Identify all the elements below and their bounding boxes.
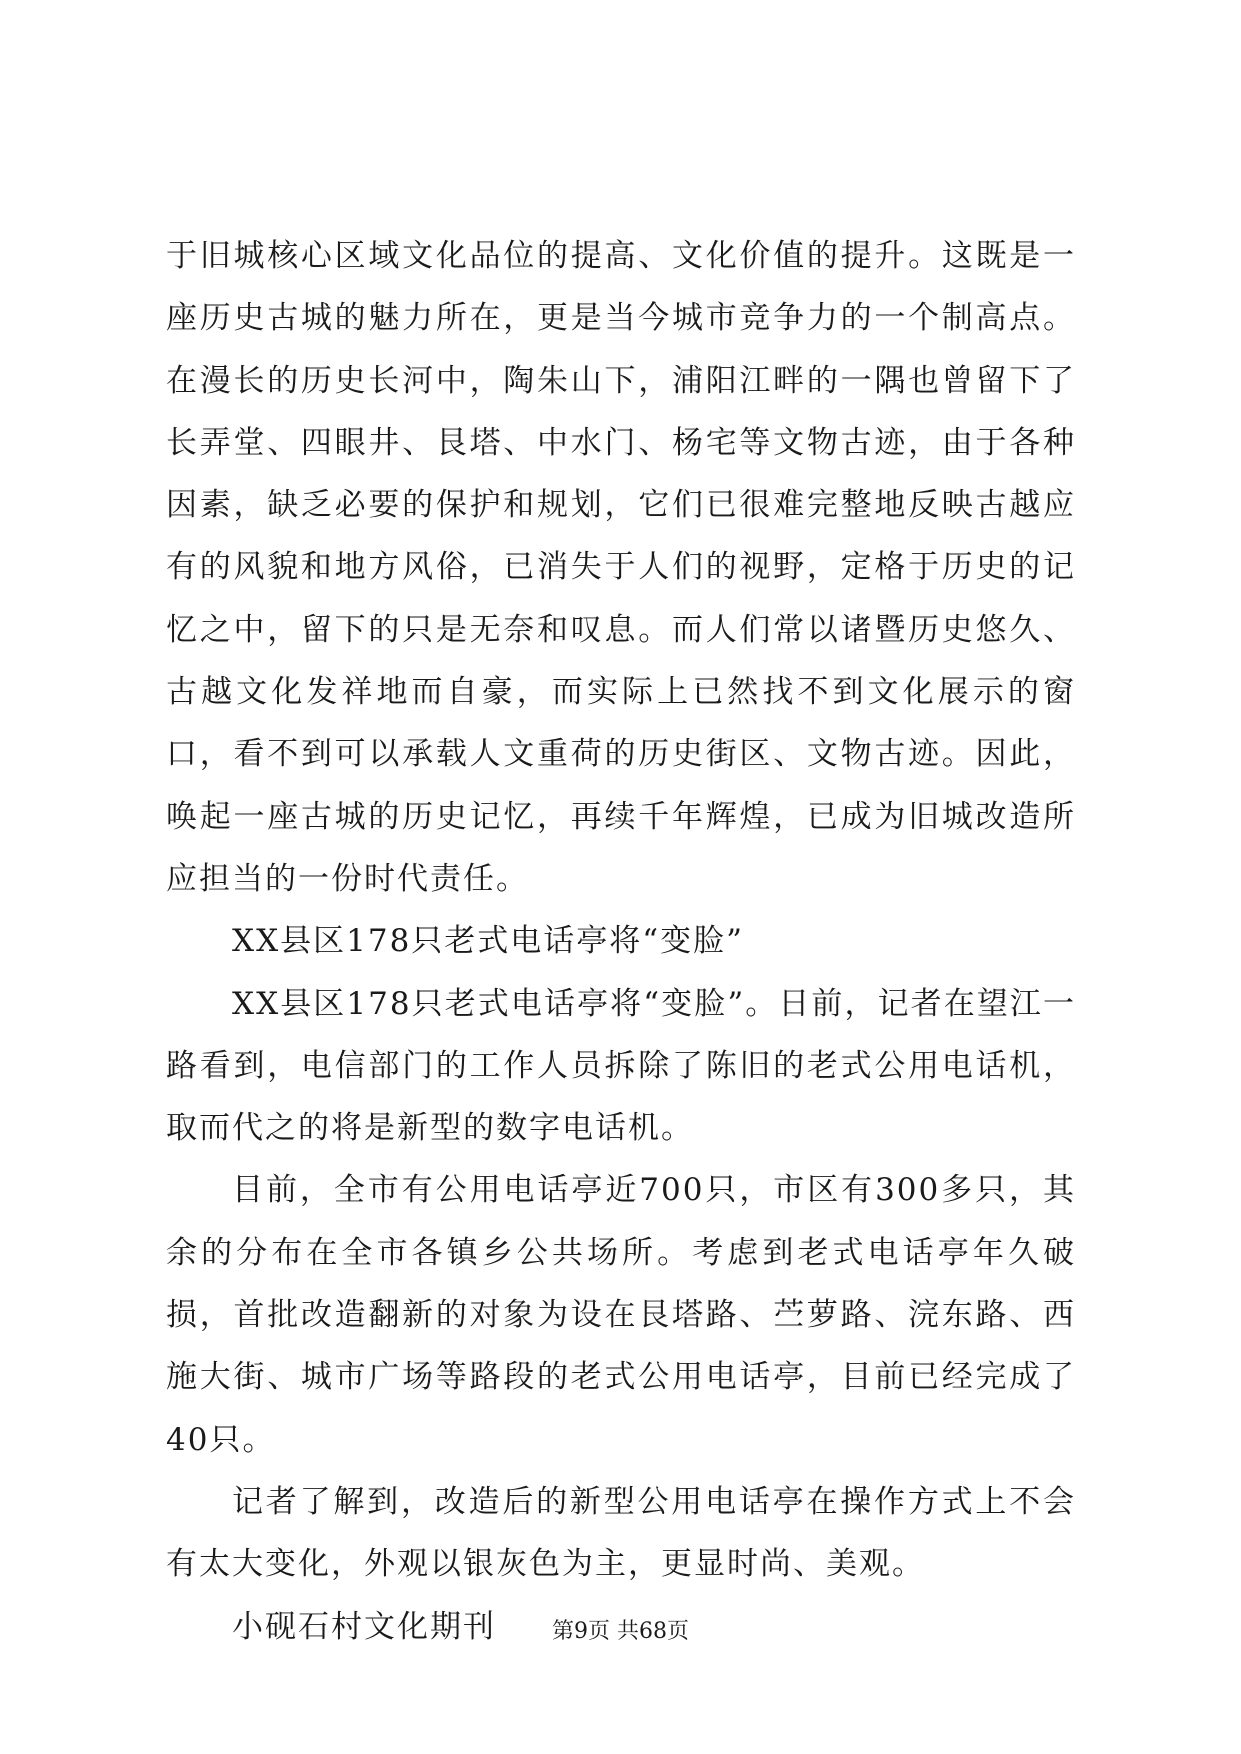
paragraph-article-closing: 记者了解到，改造后的新型公用电话亭在操作方式上不会有太大变化，外观以银灰色为主，更显时尚、美观。 (166, 1483, 1076, 1583)
paragraph-article-details: 目前，全市有公用电话亭近700只，市区有300多只，其余的分布在全市各镇乡公共场所。考虑到老式电话亭年久破损，首批改造翻新的对象为设在艮塔路、苎萝路、浣东路、西施大街、城市广场等路段的老式公用电话亭，目前已经完成了40只。 (166, 1172, 1076, 1458)
page-number-footer: 第9页 共68页 (552, 1619, 689, 1644)
paragraph-continuation: 于旧城核心区域文化品位的提高、文化价值的提升。这既是一座历史古城的魅力所在，更是当今城市竞争力的一个制高点。在漫长的历史长河中，陶朱山下，浦阳江畔的一隅也曾留下了长弄堂、四眼井、艮塔、中水门、杨宅等文物古迹，由于各种因素，缺乏必要的保护和规划，它们已很难完整地反映古越应有的风貌和地方风俗，已消失于人们的视野，定格于历史的记忆之中，留下的只是无奈和叹息。而人们常以诸暨历史悠久、古越文化发祥地而自豪，而实际上已然找不到文化展示的窗口，看不到可以承载人文重荷的历史街区、文物古迹。因此，唤起一座古城的历史记忆，再续千年辉煌，已成为旧城改造所应担当的一份时代责任。 (166, 238, 1076, 897)
section-heading: 小砚石村文化期刊 (232, 1608, 496, 1645)
document-body (166, 225, 1076, 1658)
article-heading: XX县区178只老式电话亭将“变脸” (232, 923, 745, 960)
paragraph-article-lead: XX县区178只老式电话亭将“变脸”。日前，记者在望江一路看到，电信部门的工作人员拆除了陈旧的老式公用电话机，取而代之的将是新型的数字电话机。 (166, 985, 1076, 1147)
